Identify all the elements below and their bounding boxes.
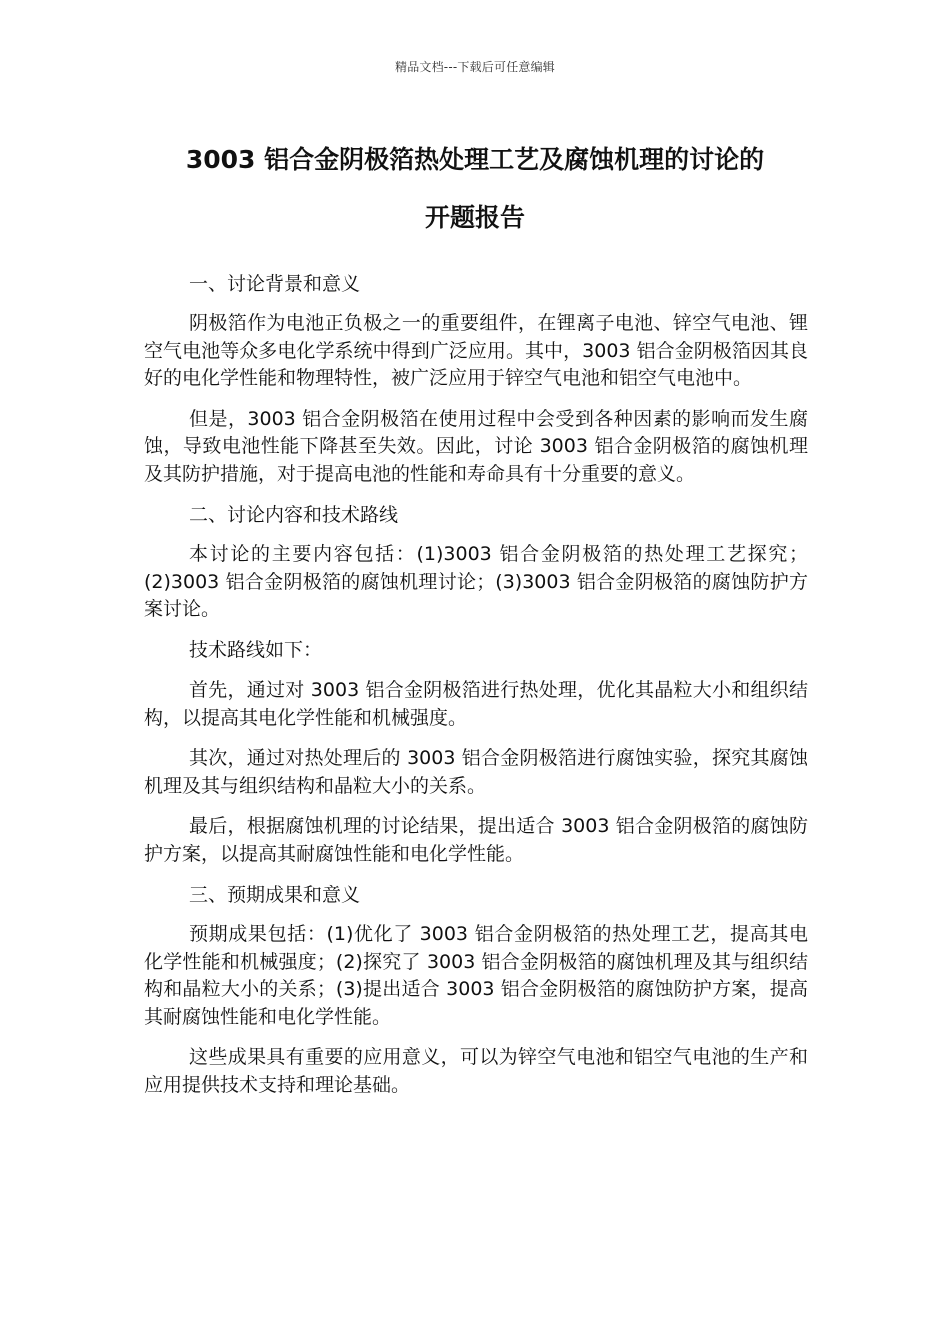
paragraph: 首先，通过对 3003 铝合金阴极箔进行热处理，优化其晶粒大小和组织结构，以提高其电化学性能和机械强度。: [144, 679, 808, 729]
title-line-2: 开题报告: [424, 203, 525, 232]
paragraph: 技术路线如下：: [189, 638, 323, 661]
page-header: 精品文档---下载后可任意编辑: [395, 60, 555, 74]
paragraph: 阴极箔作为电池正负极之一的重要组件，在锂离子电池、锌空气电池、锂空气电池等众多电化学系统中得到广泛应用。其中，3003 铝合金阴极箔因其良好的电化学性能和物理特性，被广泛应用于锌空气电池和铝空气电池中。: [144, 312, 808, 389]
section-heading-background: 一、讨论背景和意义: [189, 273, 361, 295]
paragraph: 本讨论的主要内容包括：(1)3003 铝合金阴极箔的热处理工艺探究；(2)3003 铝合金阴极箔的腐蚀机理讨论；(3)3003 铝合金阴极箔的腐蚀防护方案讨论。: [144, 543, 808, 620]
paragraph: 其次，通过对热处理后的 3003 铝合金阴极箔进行腐蚀实验，探究其腐蚀机理及其与组织结构和晶粒大小的关系。: [144, 747, 808, 797]
paragraph: 这些成果具有重要的应用意义，可以为锌空气电池和铝空气电池的生产和应用提供技术支持和理论基础。: [144, 1046, 808, 1096]
paragraph: 但是，3003 铝合金阴极箔在使用过程中会受到各种因素的影响而发生腐蚀，导致电池性能下降甚至失效。因此，讨论 3003 铝合金阴极箔的腐蚀机理及其防护措施，对于提高电池的性能和寿命具有十分重要的意义。: [144, 407, 808, 485]
section-heading-results: 三、预期成果和意义: [189, 884, 361, 906]
document-body: [144, 270, 808, 1112]
paragraph: 最后，根据腐蚀机理的讨论结果，提出适合 3003 铝合金阴极箔的腐蚀防护方案，以提高其耐腐蚀性能和电化学性能。: [144, 815, 808, 865]
title-line-1: 3003 铝合金阴极箔热处理工艺及腐蚀机理的讨论的: [185, 145, 765, 174]
paragraph: 预期成果包括：(1)优化了 3003 铝合金阴极箔的热处理工艺，提高其电化学性能和机械强度；(2)探究了 3003 铝合金阴极箔的腐蚀机理及其与组织结构和晶粒大小的关系；(3)提出适合 3003 铝合金阴极箔的腐蚀防护方案，提高其耐腐蚀性能和电化学性能。: [144, 923, 808, 1028]
document-title: [144, 131, 806, 247]
section-heading-content: 二、讨论内容和技术路线: [189, 504, 399, 526]
